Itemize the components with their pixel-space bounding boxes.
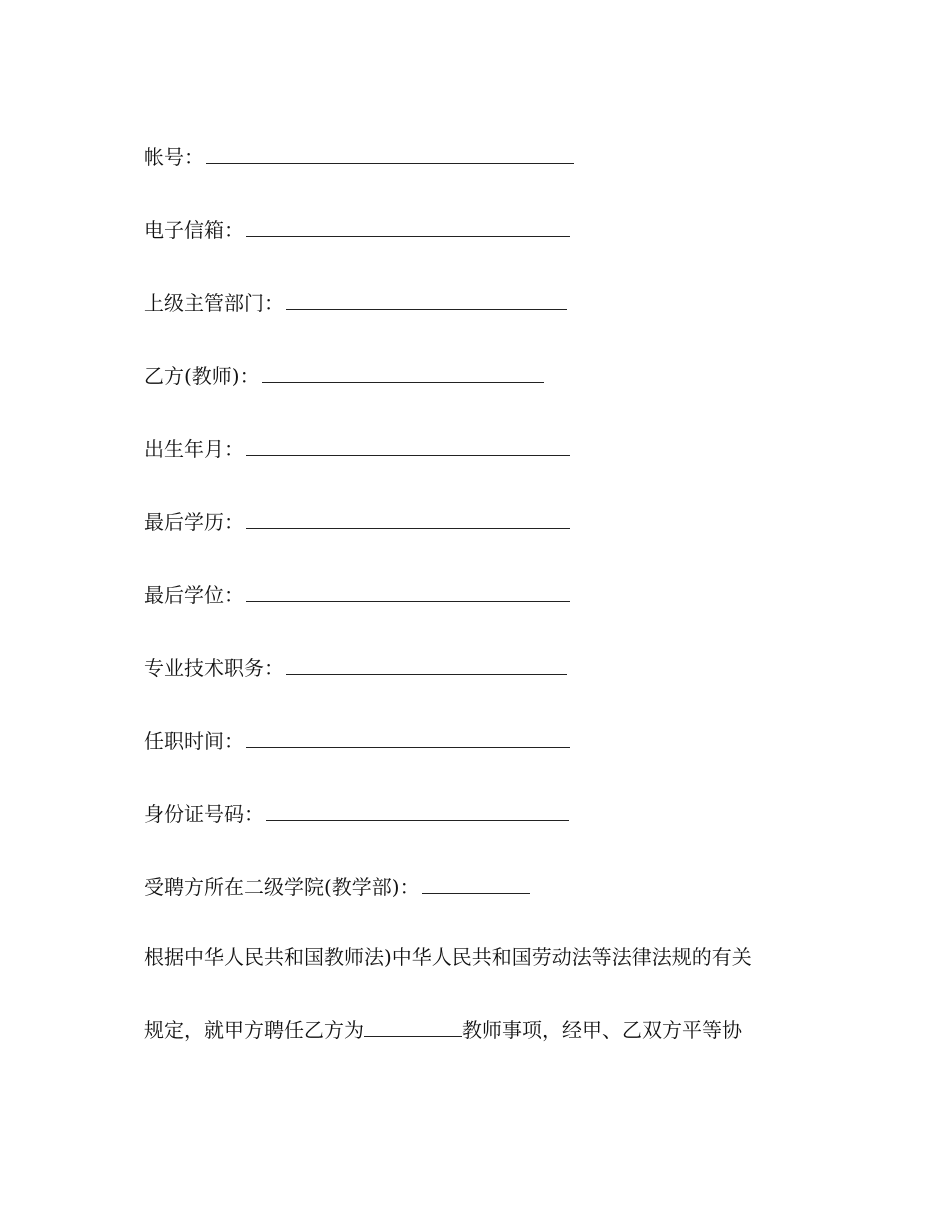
fill-in-blank[interactable] <box>246 729 570 748</box>
field-label: 出生年月： <box>144 437 244 461</box>
fill-in-blank[interactable] <box>206 145 574 164</box>
field-label: 乙方(教师)： <box>144 364 260 388</box>
field-birth-date <box>144 436 570 462</box>
paragraph-text: 根据中华人民共和国教师法)中华人民共和国劳动法等法律法规的有关 <box>144 945 752 969</box>
fill-in-blank[interactable] <box>246 218 570 237</box>
paragraph-text: 教师事项，经甲、乙双方平等协 <box>462 1018 742 1042</box>
field-label: 身份证号码： <box>144 802 264 826</box>
field-label: 最后学位： <box>144 583 244 607</box>
field-email <box>144 217 570 243</box>
field-supervisor-dept <box>144 290 567 316</box>
fill-in-blank[interactable] <box>364 1018 462 1037</box>
fill-in-blank[interactable] <box>266 802 569 821</box>
paragraph-line-1 <box>144 944 752 970</box>
field-label: 帐号： <box>144 145 204 169</box>
field-label: 最后学历： <box>144 510 244 534</box>
fill-in-blank[interactable] <box>286 656 567 675</box>
field-label: 电子信箱： <box>144 218 244 242</box>
field-label: 上级主管部门： <box>144 291 284 315</box>
fill-in-blank[interactable] <box>286 291 567 310</box>
field-party-b-teacher <box>144 363 544 389</box>
field-label: 任职时间： <box>144 729 244 753</box>
fill-in-blank[interactable] <box>246 510 570 529</box>
paragraph-line-2 <box>144 1017 742 1043</box>
field-professional-title <box>144 655 567 681</box>
field-appointment-time <box>144 728 570 754</box>
field-college <box>144 874 530 900</box>
field-degree <box>144 582 570 608</box>
fill-in-blank[interactable] <box>246 437 570 456</box>
field-education <box>144 509 570 535</box>
field-account <box>144 144 574 170</box>
field-label: 专业技术职务： <box>144 656 284 680</box>
fill-in-blank[interactable] <box>422 875 530 894</box>
field-id-number <box>144 801 569 827</box>
fill-in-blank[interactable] <box>262 364 544 383</box>
fill-in-blank[interactable] <box>246 583 570 602</box>
field-label: 受聘方所在二级学院(教学部)： <box>144 875 420 899</box>
paragraph-text: 规定，就甲方聘任乙方为 <box>144 1018 364 1042</box>
